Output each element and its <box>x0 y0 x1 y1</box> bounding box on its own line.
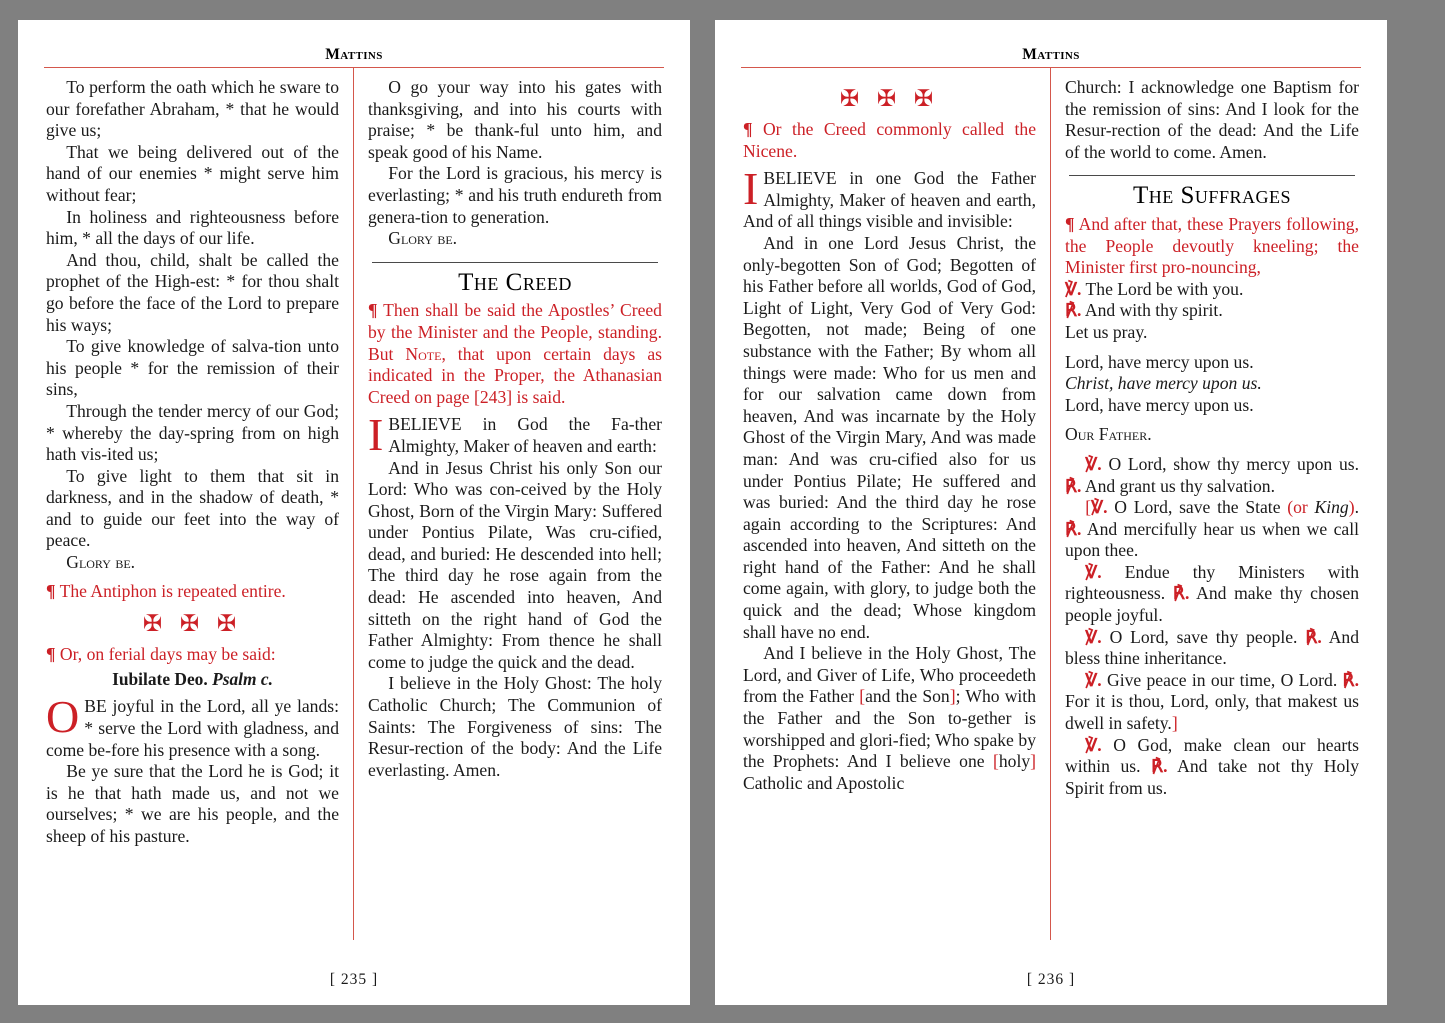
verse-paragraph: Through the tender mercy of our God; * whereby the day-spring from on high hath vis-ited us; <box>46 400 339 465</box>
psalm-first-paragraph <box>46 691 339 761</box>
bracket-close: ] <box>1171 713 1178 734</box>
spacer <box>1065 344 1359 352</box>
creed-paragraph: I believe in the Holy Ghost: The holy Catholic Church; The Communion of Saints: The Forgiveness of sins: The Resur-rection of the body: And the Life everlasting. Amen. <box>368 673 662 780</box>
suffrage-response-text: And bless thine inheritance. <box>1065 626 1360 669</box>
response-mark-icon: ℟ <box>1065 475 1078 496</box>
versicle-text: The Lord be with you. <box>1085 278 1244 299</box>
suffrage-pair <box>1065 735 1359 800</box>
rubric-creed <box>368 300 662 408</box>
kyrie-line: Lord, have mercy upon us. <box>1065 394 1254 415</box>
verse-paragraph: That we being delivered out of the hand of our enemies * might serve him without fear; <box>46 141 339 205</box>
left-page-column-1 <box>44 68 354 940</box>
creed-paragraph: And in Jesus Christ his only Son our Lord: Who was con-ceived by the Holy Ghost, Born of the Virgin Mary: Suffered under Pontius Pilate, Was cru-cified, dead, and buried: He descended into hell; The third day he rose again from the dead: He ascended into heaven, And sitteth on the right hand of God the Father Almighty: From thence he shall come to judge the quick and the dead. <box>368 457 662 672</box>
right-page-column-2 <box>1051 68 1361 940</box>
suffrage-pair <box>1065 562 1359 627</box>
suffrage-versicle-text: O Lord, show thy mercy upon us. <box>1108 453 1359 474</box>
nicene-text-c: Catholic and Apostolic <box>743 772 905 793</box>
pilcrow-icon: ¶ <box>743 119 753 139</box>
glory-be-line: Glory be. <box>388 228 458 249</box>
suffrage-versicle-tail: . <box>1354 497 1359 518</box>
nicene-text-a: And I believe in the Holy Ghost, The Lord, and Giver of Life, Who proceedeth from the Father <box>743 643 1036 707</box>
versicle-line <box>1065 279 1359 301</box>
verse-paragraph: And thou, child, shalt be called the prophet of the High-est: * for thou shalt go before the face of the Lord to prepare his ways; <box>46 249 339 335</box>
suffrage-versicle-text: O Lord, save the State <box>1114 497 1288 518</box>
response-mark-icon: ℟ <box>1065 518 1078 539</box>
drop-cap-letter: I <box>743 163 759 215</box>
rubric-suffrages-text: And after that, these Prayers following, the People devoutly kneeling; the Minister first pro-nouncing, <box>1065 213 1359 278</box>
response-period: . <box>1317 626 1322 647</box>
bracket-open: [ <box>1085 497 1092 518</box>
drop-cap-letter: O <box>46 691 80 743</box>
section-heading-suffrages: The Suffrages <box>1133 182 1291 210</box>
nicene-paragraph-bracketed <box>743 643 1036 794</box>
suffrage-pair <box>1065 627 1359 670</box>
response-period: . <box>1077 518 1082 539</box>
nicene-first-paragraph <box>743 163 1036 233</box>
versicle-mark-icon: ℣ <box>1085 669 1098 690</box>
pilcrow-icon: ¶ <box>368 300 378 321</box>
filioque-text: and the Son <box>865 686 950 707</box>
paren-open: ( <box>1287 497 1294 518</box>
pilcrow-icon: ¶ <box>46 580 56 601</box>
versicle-mark-icon: ℣ <box>1085 453 1098 474</box>
section-rule <box>372 262 658 263</box>
response-line <box>1065 300 1359 322</box>
creed-first-paragraph <box>368 409 662 461</box>
response-period: . <box>1163 756 1168 777</box>
versicle-mark-icon: ℣ <box>1091 497 1104 518</box>
spacer <box>1065 416 1359 424</box>
section-rule <box>1069 175 1355 176</box>
suffrage-pair <box>1065 670 1359 735</box>
response-period: . <box>1077 475 1082 496</box>
suffrage-versicle-text: O Lord, save thy people. <box>1109 626 1298 647</box>
rubric-suffrages <box>1065 214 1359 279</box>
page-gutter <box>690 20 715 1005</box>
pilcrow-icon: ¶ <box>1065 213 1075 234</box>
right-page-column-1 <box>741 68 1051 940</box>
verse-paragraph: To perform the oath which he sware to our forefather Abraham, * that he would give us; <box>46 77 339 141</box>
verse-paragraph: To give knowledge of salva-tion unto his people * for the remission of their sins, <box>46 336 339 400</box>
psalm-first-text: BE joyful in the Lord, all ye lands: * serve the Lord with gladness, and come be-fore his presence with a song. <box>46 696 339 760</box>
running-head-left: Mattins <box>325 46 383 63</box>
left-page <box>18 20 690 1005</box>
response-period: . <box>1077 300 1082 321</box>
versicle-period: . <box>1097 734 1102 755</box>
verse-paragraph: In holiness and righteousness before him, * all the days of our life. <box>46 206 339 249</box>
nicene-paragraph: And in one Lord Jesus Christ, the only-begotten Son of God; Begotten of his Father before all worlds, God of God, Light of Light, Very God of Very God: Begotten, not made; Being of one substance with the Father; By whom all things were made: Who for us men and for our salvation came down from heaven, And was incarnate by the Holy Ghost of the Virgin Mary, And was made man: And was cru-cified also for us under Pontius Pilate; He suffered and was buried: And the third day he rose again according to the Scriptures: And ascended into heaven, And sitteth on the right hand of the Father: And he shall come again, with glory, to judge both the quick and the dead; Whose kingdom shall have no end. <box>743 232 1036 642</box>
bracket-open: [ <box>993 751 999 772</box>
suffrage-response-text: And make thy chosen people joyful. <box>1065 583 1359 626</box>
rubric-nicene-text: Or the Creed commonly called the Nicene. <box>743 119 1036 161</box>
rubric-antiphon <box>46 581 339 603</box>
spacer <box>1065 446 1359 454</box>
versicle-mark-icon: ℣ <box>1085 626 1098 647</box>
verse-paragraph: O go your way into his gates with thanksgiving, and into his courts with praise; * be thank-ful unto him, and speak good of his Name. <box>368 77 662 162</box>
maltese-cross-icon: ✠ ✠ ✠ <box>142 611 243 637</box>
bracket-close: ] <box>1030 751 1036 772</box>
versicle-period: . <box>1077 278 1082 299</box>
versicle-period: . <box>1103 497 1108 518</box>
response-mark-icon: ℟ <box>1065 300 1078 321</box>
creed-first-text: BELIEVE in God the Fa-ther Almighty, Maker of heaven and earth: <box>388 414 662 456</box>
response-mark-icon: ℟ <box>1342 669 1355 690</box>
section-heading-creed: The Creed <box>458 268 572 296</box>
rubric-creed-text-a: Then shall be said the Apostles’ Creed by the Minister and the People, standing. But <box>368 300 662 364</box>
drop-cap-letter: I <box>368 409 384 461</box>
response-period: . <box>1184 583 1190 604</box>
versicle-mark-icon: ℣ <box>1085 561 1098 582</box>
verse-paragraph: For the Lord is gracious, his mercy is everlasting; * and his truth endureth from genera-tion to generation. <box>368 163 662 227</box>
kyrie-line-christ: Christ, have mercy upon us. <box>1065 373 1262 394</box>
response-text: And with thy spirit. <box>1084 300 1223 321</box>
suffrage-versicle-text: Give peace in our time, O Lord. <box>1107 669 1338 690</box>
suffrage-versicle-text: O God, make clean our hearts within us. <box>1065 734 1359 777</box>
rubric-nicene <box>743 119 1036 162</box>
left-page-column-2 <box>354 68 664 940</box>
versicle-period: . <box>1097 669 1102 690</box>
folio-left: [ 235 ] <box>329 971 379 988</box>
our-father-line: Our Father. <box>1065 424 1152 445</box>
let-us-pray-line: Let us pray. <box>1065 321 1148 342</box>
suffrage-response-text: And mercifully hear us when we call upon thee. <box>1065 518 1359 561</box>
pilcrow-icon: ¶ <box>46 644 56 665</box>
right-page-columns <box>741 68 1361 940</box>
psalm-title-reference: Psalm c. <box>212 668 273 689</box>
right-page <box>715 20 1387 1005</box>
versicle-period: . <box>1097 453 1102 474</box>
response-period: . <box>1354 669 1359 690</box>
running-head-right: Mattins <box>1022 46 1080 63</box>
kyrie-line: Lord, have mercy upon us. <box>1065 351 1254 372</box>
psalm-title-name: Iubilate Deo. <box>112 668 208 689</box>
nicene-continuation: Church: I acknowledge one Baptism for the remission of sins: And I look for the Resur-rection of the dead: And the Life of the world to come. Amen. <box>1065 77 1359 162</box>
response-mark-icon: ℟ <box>1151 756 1164 777</box>
bracket-open: [ <box>859 686 866 707</box>
folio-right: [ 236 ] <box>1026 971 1076 988</box>
bracket-close: ] <box>949 686 956 707</box>
psalm-title <box>46 669 339 691</box>
suffrage-response-text: And grant us thy salvation. <box>1084 475 1275 496</box>
suffrage-versicle-text: Endue thy Ministers with righteousness. <box>1065 561 1359 604</box>
nicene-first-text: BELIEVE in one God the Father Almighty, Maker of heaven and earth, And of all things visible and invisible: <box>743 168 1036 232</box>
versicle-mark-icon: ℣ <box>1065 278 1078 299</box>
suffrage-response-text: For it is thou, Lord, only, that makest us dwell in safety. <box>1065 691 1359 734</box>
rubric-antiphon-text: The Antiphon is repeated entire. <box>59 580 286 601</box>
nicene-text-b: ; Who with the Father and the Son to-gether is worshipped and glori-fied; Who spake by the Prophets: And I believe one <box>743 686 1036 772</box>
or-word: or <box>1293 497 1308 518</box>
suffrage-pair <box>1065 454 1359 497</box>
versicle-period: . <box>1097 561 1102 582</box>
maltese-cross-icon: ✠ ✠ ✠ <box>839 86 940 111</box>
rubric-creed-text-b: , that upon certain days as indicated in the Proper, the Athanasian Creed on page [243] is said. <box>368 343 662 407</box>
rubric-creed-note: Note <box>405 343 442 364</box>
king-word: King <box>1314 497 1349 518</box>
verse-paragraph: To give light to them that sit in darkness, and in the shadow of death, * and to guide our feet into the way of peace. <box>46 465 339 551</box>
response-mark-icon: ℟ <box>1172 583 1185 604</box>
rubric-ferial-text: Or, on ferial days may be said: <box>59 644 276 665</box>
psalm-paragraph: Be ye sure that the Lord he is God; it is he that hath made us, and not we ourselves; * we are his people, and the sheep of his pasture. <box>46 761 339 846</box>
rubric-ferial <box>46 644 339 666</box>
response-mark-icon: ℟ <box>1305 626 1318 647</box>
glory-be-line: Glory be. <box>66 552 136 573</box>
suffrage-pair-bracketed <box>1065 497 1359 562</box>
suffrage-response-text: And take not thy Holy Spirit from us. <box>1065 756 1359 798</box>
versicle-period: . <box>1097 626 1102 647</box>
holy-text: holy <box>998 751 1031 772</box>
versicle-mark-icon: ℣ <box>1085 734 1098 755</box>
left-page-columns <box>44 68 664 940</box>
paren-close: ) <box>1348 497 1355 518</box>
